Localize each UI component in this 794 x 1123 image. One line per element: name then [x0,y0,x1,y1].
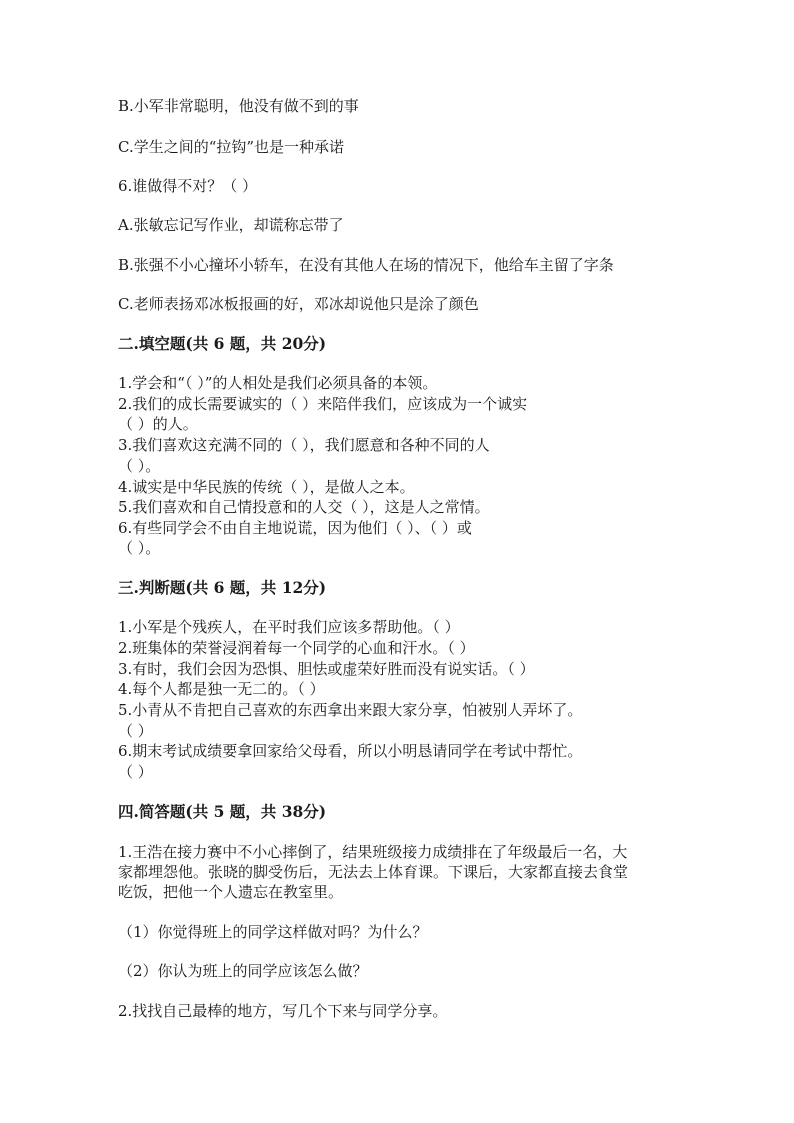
true-false-line: 3.有时，我们会因为恐惧、胆怯或虚荣好胜而没有说实话。（ ） [118,660,535,678]
question-6: 6.谁做得不对？（ ） [118,177,258,195]
true-false-line: 6.期末考试成绩要拿回家给父母看，所以小明恳请同学在考试中帮忙。 [118,742,583,760]
fill-blank-line: 2.我们的成长需要诚实的（ ）来陪伴我们，应该成为一个诚实 [118,395,528,413]
fill-blank-heading: 二.填空题(共 6 题，共 20分) [118,334,327,353]
option-b-q6: B.张强不小心撞坏小轿车，在没有其他人在场的情况下，他给车主留了字条 [118,256,614,274]
option-c-q6: C.老师表扬邓冰板报画的好，邓冰却说他只是涂了颜色 [118,295,479,313]
fill-blank-line: 3.我们喜欢这充满不同的（ ），我们愿意和各种不同的人 [118,436,490,454]
short-answer-q1-sub1: （1）你觉得班上的同学这样做对吗？为什么？ [118,923,428,941]
true-false-line: 5.小青从不肯把自己喜欢的东西拿出来跟大家分享，怕被别人弄坏了。 [118,701,583,719]
short-answer-heading: 四.简答题(共 5 题，共 38分) [118,802,327,821]
option-c-q5: C.学生之间的“拉钩”也是一种承诺 [118,138,345,156]
fill-blank-line: （ ）。 [118,539,161,557]
short-answer-q1-line: 1.王浩在接力赛中不小心摔倒了，结果班级接力成绩排在了年级最后一名，大 [118,843,628,861]
fill-blank-line: 1.学会和“（ ）”的人相处是我们必须具备的本领。 [118,374,438,392]
fill-blank-line: 4.诚实是中华民族的传统（ ），是做人之本。 [118,478,415,496]
true-false-line: 1.小军是个残疾人，在平时我们应该多帮助他。（ ） [118,618,460,636]
fill-blank-line: （ ）。 [118,457,161,475]
option-a-q6: A.张敏忘记写作业，却谎称忘带了 [118,216,344,234]
true-false-line: 2.班集体的荣誉浸润着每一个同学的心血和汗水。（ ） [118,639,475,657]
fill-blank-line: 6.有些同学会不由自主地说谎，因为他们（ ）、（ ）或 [118,519,472,537]
short-answer-q1-line: 吃饭，把他一个人遗忘在教室里。 [118,883,344,901]
option-b-q5: B.小军非常聪明，他没有做不到的事 [118,97,359,115]
true-false-line: （ ） [118,722,153,740]
true-false-heading: 三.判断题(共 6 题，共 12分) [118,578,327,597]
fill-blank-line: （ ）的人。 [118,415,198,433]
true-false-line: 4.每个人都是独一无二的。（ ） [118,680,325,698]
true-false-line: （ ） [118,763,153,781]
short-answer-q1-line: 家都埋怨他。张晓的脚受伤后，无法去上体育课。下课后，大家都直接去食堂 [118,863,629,881]
fill-blank-line: 5.我们喜欢和自己情投意和的人交（ ），这是人之常情。 [118,498,490,516]
short-answer-q2: 2.找找自己最棒的地方，写几个下来与同学分享。 [118,1002,448,1020]
short-answer-q1-sub2: （2）你认为班上的同学应该怎么做？ [118,962,368,980]
